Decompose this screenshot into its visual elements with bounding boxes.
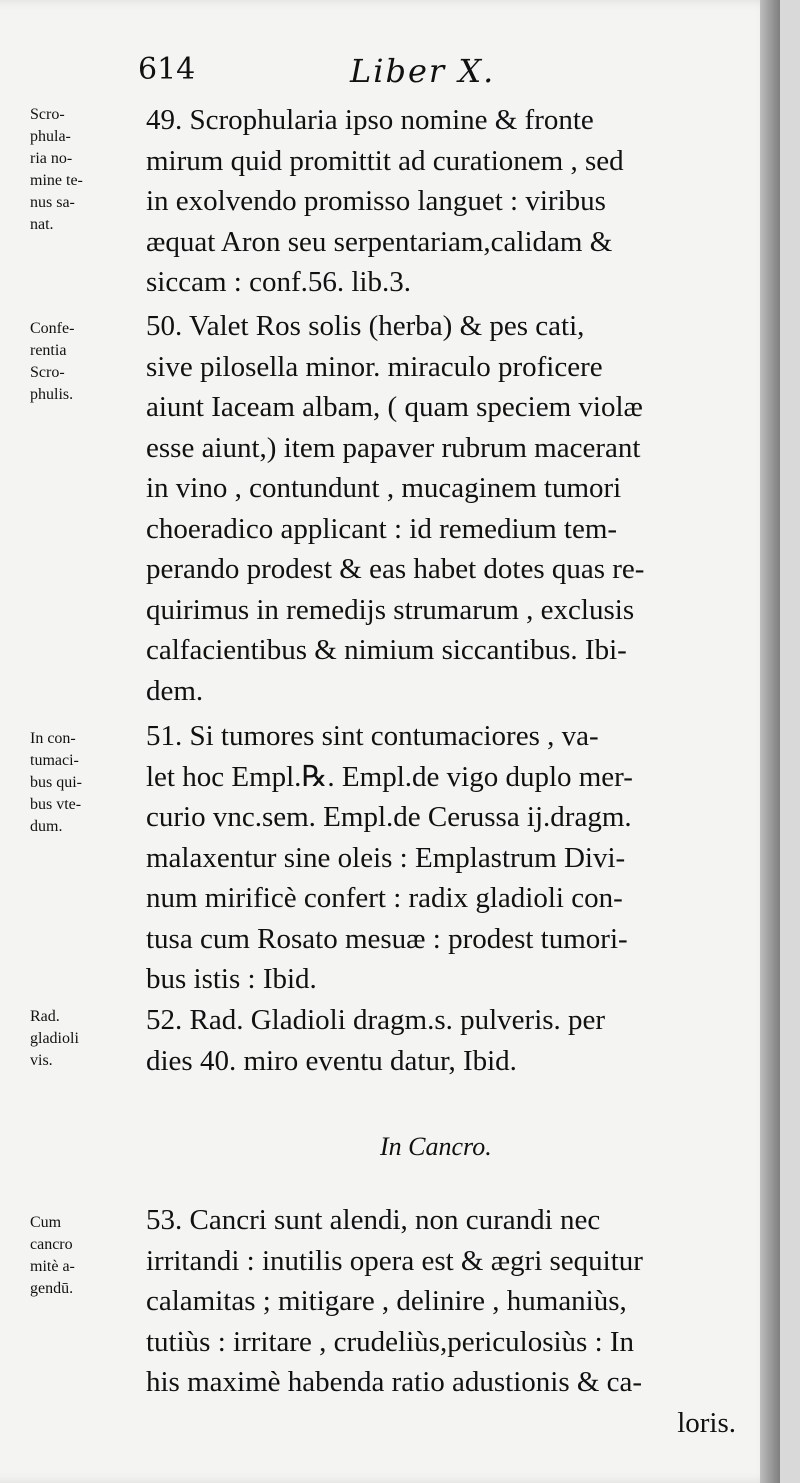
text-line: esse aiunt,) item papaver rubrum macerant bbox=[146, 431, 641, 464]
marginal-note-line: nat. bbox=[30, 216, 54, 233]
running-title: Liber X. bbox=[350, 52, 496, 90]
marginal-note-line: cancro bbox=[30, 1236, 73, 1253]
text-line: malaxentur sine oleis : Emplastrum Divi- bbox=[146, 841, 626, 874]
marginal-note bbox=[30, 1006, 140, 1072]
text-line: 51. Si tumores sint contumaciores , va- bbox=[146, 720, 599, 752]
marginal-note-line: gladioli bbox=[30, 1030, 79, 1047]
text-line: 49. Scrophularia ipso nomine & fronte bbox=[146, 104, 594, 136]
marginal-note-line: bus vte- bbox=[30, 796, 82, 813]
marginal-note-line: bus qui- bbox=[30, 774, 82, 791]
text-line: choeradico applicant : id remedium tem- bbox=[146, 512, 618, 545]
text-line: tusa cum Rosato mesuæ : prodest tumori- bbox=[146, 922, 628, 955]
marginal-note-line: vis. bbox=[30, 1052, 53, 1069]
text-line: æquat Aron seu serpentariam,calidam & bbox=[146, 225, 613, 258]
paragraph-49 bbox=[146, 100, 746, 303]
text-line: 50. Valet Ros solis (herba) & pes cati, bbox=[146, 310, 585, 342]
text-line: sive pilosella minor. miraculo proficere bbox=[146, 350, 603, 383]
marginal-note-line: mitè a- bbox=[30, 1258, 75, 1275]
paragraph-53 bbox=[146, 1200, 746, 1443]
text-line: bus istis : Ibid. bbox=[146, 963, 317, 995]
paragraph-50 bbox=[146, 306, 746, 711]
marginal-note-line: Cum bbox=[30, 1214, 62, 1231]
text-line: quirimus in remedijs strumarum , exclusis bbox=[146, 593, 635, 626]
paragraph-51 bbox=[146, 716, 746, 1000]
marginal-note bbox=[30, 1212, 140, 1300]
marginal-note-line: phulis. bbox=[30, 386, 74, 403]
text-line: curio vnc.sem. Empl.de Cerussa ij.dragm. bbox=[146, 801, 632, 833]
text-line: tutiùs : irritare , crudeliùs,periculosiùs : In bbox=[146, 1325, 635, 1358]
page-number: 614 bbox=[138, 52, 196, 87]
marginal-note-line: Confe- bbox=[30, 320, 75, 337]
marginal-note-line: gendū. bbox=[30, 1280, 74, 1297]
marginal-note bbox=[30, 318, 140, 406]
text-line: perando prodest & eas habet dotes quas re- bbox=[146, 553, 645, 585]
text-line: mirum quid promittit ad curationem , sed bbox=[146, 144, 624, 177]
text-line: num mirificè confert : radix gladioli con- bbox=[146, 882, 623, 914]
marginal-note bbox=[30, 104, 140, 236]
marginal-note-line: ria no- bbox=[30, 150, 73, 167]
text-line: dies 40. miro eventu datur, Ibid. bbox=[146, 1044, 517, 1077]
marginal-note-line: rentia bbox=[30, 342, 67, 359]
marginal-note-line: Scro- bbox=[30, 364, 65, 381]
text-line: in vino , contundunt , mucaginem tumori bbox=[146, 472, 622, 504]
text-line: his maximè habenda ratio adustionis & ca- bbox=[146, 1366, 643, 1398]
text-line: loris. bbox=[677, 1406, 736, 1439]
paragraph-52 bbox=[146, 1000, 746, 1081]
marginal-note-line: Rad. bbox=[30, 1008, 60, 1025]
marginal-note-line: phula- bbox=[30, 128, 71, 145]
marginal-note-line: nus sa- bbox=[30, 194, 75, 211]
marginal-note-line: mine te- bbox=[30, 172, 83, 189]
text-line: irritandi : inutilis opera est & ægri sequitur bbox=[146, 1244, 643, 1277]
text-line: aiunt Iaceam albam, ( quam speciem violæ bbox=[146, 391, 643, 423]
text-line: 52. Rad. Gladioli dragm.s. pulveris. per bbox=[146, 1004, 606, 1036]
marginal-note bbox=[30, 728, 140, 838]
text-line: let hoc Empl.℞. Empl.de vigo duplo mer- bbox=[146, 760, 633, 793]
text-line: calfacientibus & nimium siccantibus. Ibi- bbox=[146, 634, 627, 666]
page-gutter-shadow bbox=[760, 0, 780, 1483]
text-line: calamitas ; mitigare , delinire , humaniùs, bbox=[146, 1285, 627, 1317]
text-line: dem. bbox=[146, 674, 204, 707]
marginal-note-line: Scro- bbox=[30, 106, 65, 123]
text-line: siccam : conf.56. lib.3. bbox=[146, 266, 411, 298]
page-header bbox=[0, 52, 780, 102]
text-line: in exolvendo promisso languet : viribus bbox=[146, 185, 606, 217]
marginal-note-line: tumaci- bbox=[30, 752, 79, 769]
marginal-note-line: In con- bbox=[30, 730, 76, 747]
section-heading: In Cancro. bbox=[380, 1132, 492, 1161]
marginal-note-line: dum. bbox=[30, 818, 63, 835]
text-line: 53. Cancri sunt alendi, non curandi nec bbox=[146, 1204, 601, 1236]
